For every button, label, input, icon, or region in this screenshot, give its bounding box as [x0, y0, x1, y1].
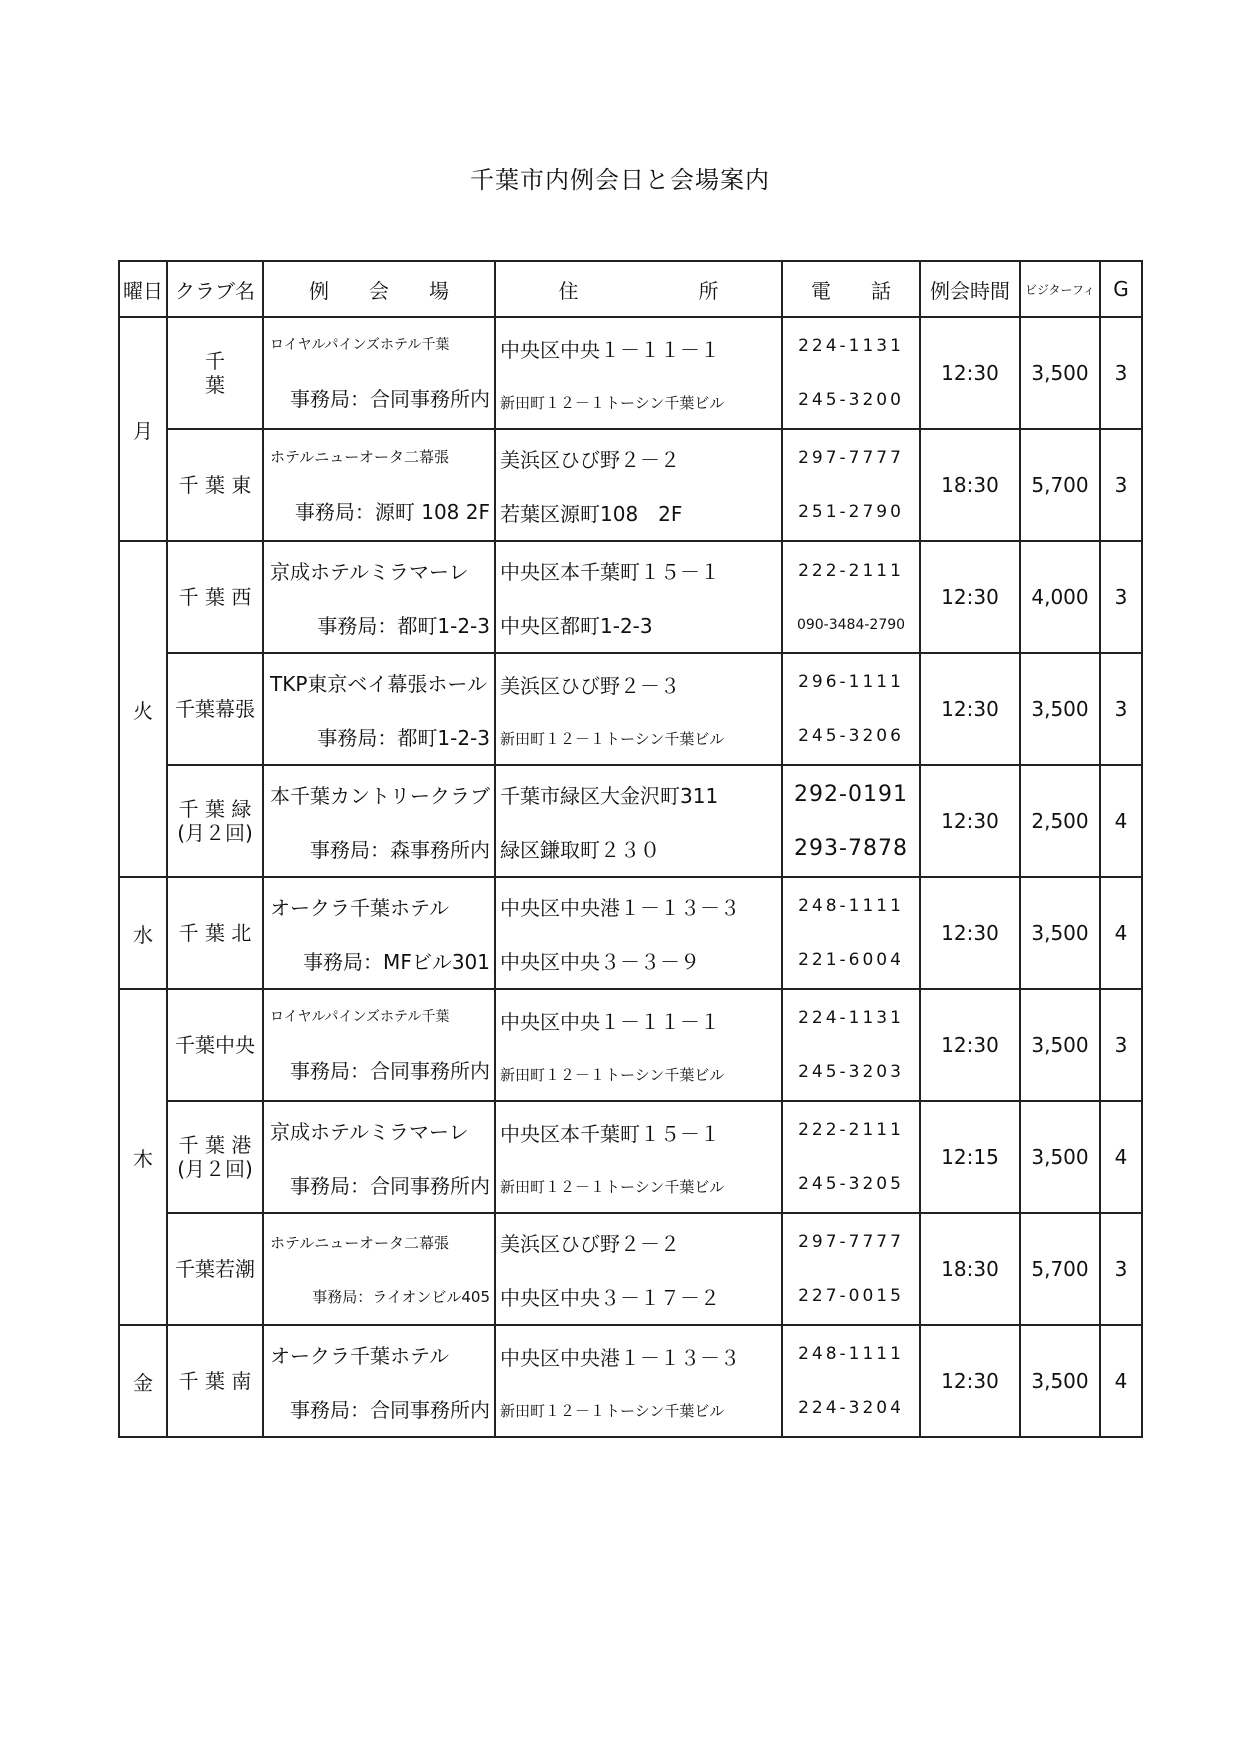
- venue-address: 中央区中央港１－１３－３: [500, 895, 740, 920]
- visitor-fee: 5,700: [1020, 1213, 1100, 1325]
- venue-phone: 224-1131: [798, 336, 904, 356]
- venue-name: ホテルニューオータ二幕張: [270, 1233, 449, 1252]
- header-phone: 電 話: [782, 261, 920, 317]
- venue-cell: [263, 317, 495, 429]
- venue-name: オークラ千葉ホテル: [270, 1343, 449, 1368]
- office-address: 中央区中央３－３－９: [500, 949, 700, 974]
- office-phone: 245-3203: [798, 1062, 904, 1082]
- phone-cell: [782, 653, 920, 765]
- office-phone: 227-0015: [798, 1286, 904, 1306]
- group-number: 3: [1100, 317, 1142, 429]
- venue-cell: [263, 877, 495, 989]
- visitor-fee: 4,000: [1020, 541, 1100, 653]
- group-number: 4: [1100, 1325, 1142, 1437]
- phone-cell: [782, 877, 920, 989]
- office-address: 中央区中央３－１７－２: [500, 1285, 720, 1310]
- address-cell: [495, 989, 782, 1101]
- day-monday: 月: [119, 317, 167, 541]
- venue-cell: [263, 1325, 495, 1437]
- address-cell: [495, 1213, 782, 1325]
- club-name-text: 千葉中央: [175, 1033, 255, 1057]
- address-cell: [495, 1101, 782, 1213]
- club-name: [167, 1325, 263, 1437]
- club-name-text: 千 葉 南: [178, 1369, 252, 1393]
- office-phone: 221-6004: [798, 950, 904, 970]
- group-number: 3: [1100, 429, 1142, 541]
- venue-name: ロイヤルパインズホテル千葉: [270, 1008, 450, 1025]
- office-location: 事務局：源町 108 2F: [294, 499, 490, 524]
- table-header-row: [119, 261, 1142, 317]
- club-name-text: 千 葉 港: [178, 1133, 252, 1157]
- address-cell: [495, 541, 782, 653]
- venue-address: 中央区中央１－１１－１: [500, 337, 720, 362]
- phone-cell: [782, 1325, 920, 1437]
- day-friday: 金: [119, 1325, 167, 1437]
- meeting-time: 12:30: [920, 317, 1020, 429]
- phone-cell: [782, 429, 920, 541]
- venue-name: ロイヤルパインズホテル千葉: [270, 336, 450, 353]
- header-venue: 例 会 場: [263, 261, 495, 317]
- visitor-fee: 3,500: [1020, 877, 1100, 989]
- venue-address: 千葉市緑区大金沢町311: [500, 783, 719, 808]
- day-thursday: 木: [119, 989, 167, 1325]
- group-number: 3: [1100, 1213, 1142, 1325]
- table-row: [119, 989, 1142, 1101]
- venue-address: 中央区本千葉町１５－１: [500, 1121, 720, 1146]
- club-name-text: 千 葉 西: [178, 585, 252, 609]
- venue-phone: 222-2111: [798, 561, 904, 581]
- venue-name: 京成ホテルミラマーレ: [270, 559, 469, 584]
- office-phone: 251-2790: [798, 502, 904, 522]
- office-address: 新田町１２－１トーシン千葉ビル: [500, 1065, 725, 1084]
- club-name-text: 千 葉 東: [178, 473, 252, 497]
- club-name: [167, 989, 263, 1101]
- visitor-fee: 3,500: [1020, 989, 1100, 1101]
- venue-cell: [263, 429, 495, 541]
- venue-phone: 222-2111: [798, 1120, 904, 1140]
- venue-phone: 296-1111: [798, 672, 904, 692]
- phone-cell: [782, 765, 920, 877]
- address-cell: [495, 429, 782, 541]
- group-number: 4: [1100, 765, 1142, 877]
- club-name: [167, 429, 263, 541]
- venue-name: 京成ホテルミラマーレ: [270, 1119, 469, 1144]
- meeting-time: 18:30: [920, 1213, 1020, 1325]
- venue-address: 美浜区ひび野２－２: [500, 447, 680, 472]
- group-number: 3: [1100, 653, 1142, 765]
- club-name: [167, 541, 263, 653]
- club-name-text: 千 葉 緑: [178, 797, 252, 821]
- visitor-fee: 5,700: [1020, 429, 1100, 541]
- venue-phone: 248-1111: [798, 896, 904, 916]
- meeting-time: 12:30: [920, 765, 1020, 877]
- schedule-table: [118, 260, 1143, 1438]
- table-row: [119, 317, 1142, 429]
- group-number: 3: [1100, 541, 1142, 653]
- office-address: 新田町１２－１トーシン千葉ビル: [500, 1401, 725, 1420]
- office-location: 事務局：合同事務所内: [290, 387, 490, 412]
- group-number: 3: [1100, 989, 1142, 1101]
- office-address: 緑区鎌取町２３０: [500, 837, 660, 862]
- visitor-fee: 2,500: [1020, 765, 1100, 877]
- header-club: クラブ名: [167, 261, 263, 317]
- office-location: 事務局：合同事務所内: [290, 1173, 490, 1198]
- meeting-time: 12:30: [920, 653, 1020, 765]
- phone-cell: [782, 541, 920, 653]
- venue-name: 本千葉カントリークラブ: [270, 783, 490, 808]
- venue-cell: [263, 1101, 495, 1213]
- table-row: [119, 1325, 1142, 1437]
- office-location: 事務局：ライオンビル405: [312, 1287, 490, 1306]
- venue-phone: 297-7777: [798, 448, 904, 468]
- group-number: 4: [1100, 1101, 1142, 1213]
- office-phone: 245-3200: [798, 390, 904, 410]
- venue-name: ホテルニューオータ二幕張: [270, 447, 449, 466]
- address-cell: [495, 877, 782, 989]
- visitor-fee: 3,500: [1020, 1101, 1100, 1213]
- venue-phone: 292-0191: [794, 781, 908, 807]
- club-meeting-note: (月２回): [177, 1157, 253, 1181]
- meeting-time: 12:30: [920, 541, 1020, 653]
- address-cell: [495, 653, 782, 765]
- header-time: 例会時間: [920, 261, 1020, 317]
- club-name-text: 千 葉: [205, 349, 285, 397]
- address-cell: [495, 1325, 782, 1437]
- header-fee: ビジターフィ: [1020, 261, 1100, 317]
- meeting-time: 12:15: [920, 1101, 1020, 1213]
- office-location: 事務局：都町1-2-3: [317, 725, 490, 750]
- office-address: 新田町１２－１トーシン千葉ビル: [500, 1177, 725, 1196]
- table-row: [119, 877, 1142, 989]
- venue-phone: 224-1131: [798, 1008, 904, 1028]
- table-row: [119, 1101, 1142, 1213]
- table-row: [119, 429, 1142, 541]
- club-name-text: 千葉幕張: [175, 697, 255, 721]
- meeting-time: 12:30: [920, 877, 1020, 989]
- header-address: 住 所: [495, 261, 782, 317]
- meeting-time: 18:30: [920, 429, 1020, 541]
- page-title: 千葉市内例会日と会場案内: [470, 166, 770, 194]
- header-day: 曜日: [119, 261, 167, 317]
- phone-cell: [782, 989, 920, 1101]
- club-name: [167, 317, 285, 429]
- venue-address: 美浜区ひび野２－３: [500, 673, 680, 698]
- header-group: G: [1100, 261, 1142, 317]
- table-row: [119, 765, 1142, 877]
- office-address: 新田町１２－１トーシン千葉ビル: [500, 393, 725, 412]
- office-address: 若葉区源町108 2F: [500, 501, 683, 526]
- visitor-fee: 3,500: [1020, 653, 1100, 765]
- venue-address: 中央区中央１－１１－１: [500, 1009, 720, 1034]
- office-location: 事務局：MFビル301: [303, 949, 490, 974]
- address-cell: [495, 765, 782, 877]
- club-name-text: 千 葉 北: [178, 921, 252, 945]
- office-address: 中央区都町1-2-3: [500, 613, 653, 638]
- club-name: [167, 765, 263, 877]
- venue-name: TKP東京ベイ幕張ホール: [270, 671, 487, 696]
- phone-cell: [782, 1213, 920, 1325]
- club-name-text: 千葉若潮: [175, 1257, 255, 1281]
- office-location: 事務局：合同事務所内: [290, 1059, 490, 1084]
- club-name: [167, 1101, 263, 1213]
- table-row: [119, 653, 1142, 765]
- office-address: 新田町１２－１トーシン千葉ビル: [500, 729, 725, 748]
- meeting-time: 12:30: [920, 1325, 1020, 1437]
- venue-address: 美浜区ひび野２－２: [500, 1231, 680, 1256]
- meeting-time: 12:30: [920, 989, 1020, 1101]
- table-row: [119, 541, 1142, 653]
- club-name: [167, 1213, 263, 1325]
- office-location: 事務局：森事務所内: [310, 837, 490, 862]
- phone-cell: [782, 1101, 920, 1213]
- visitor-fee: 3,500: [1020, 317, 1100, 429]
- day-wednesday: 水: [119, 877, 167, 989]
- club-name: [167, 653, 263, 765]
- club-meeting-note: (月２回): [177, 821, 253, 845]
- office-location: 事務局：都町1-2-3: [317, 613, 490, 638]
- venue-phone: 297-7777: [798, 1232, 904, 1252]
- office-phone: 245-3206: [798, 726, 904, 746]
- venue-cell: [263, 541, 495, 653]
- group-number: 4: [1100, 877, 1142, 989]
- venue-cell: [263, 765, 495, 877]
- office-phone: 090-3484-2790: [796, 617, 906, 633]
- venue-address: 中央区本千葉町１５－１: [500, 559, 720, 584]
- visitor-fee: 3,500: [1020, 1325, 1100, 1437]
- club-name: [167, 877, 263, 989]
- office-location: 事務局：合同事務所内: [290, 1397, 490, 1422]
- phone-cell: [782, 317, 920, 429]
- address-cell: [495, 317, 782, 429]
- venue-phone: 248-1111: [798, 1344, 904, 1364]
- venue-cell: [263, 653, 495, 765]
- office-phone: 245-3205: [798, 1174, 904, 1194]
- venue-cell: [263, 989, 495, 1101]
- day-tuesday: 火: [119, 541, 167, 877]
- table-row: [119, 1213, 1142, 1325]
- venue-address: 中央区中央港１－１３－３: [500, 1345, 740, 1370]
- office-phone: 224-3204: [798, 1398, 904, 1418]
- venue-cell: [263, 1213, 495, 1325]
- office-phone: 293-7878: [794, 835, 908, 861]
- venue-name: オークラ千葉ホテル: [270, 895, 449, 920]
